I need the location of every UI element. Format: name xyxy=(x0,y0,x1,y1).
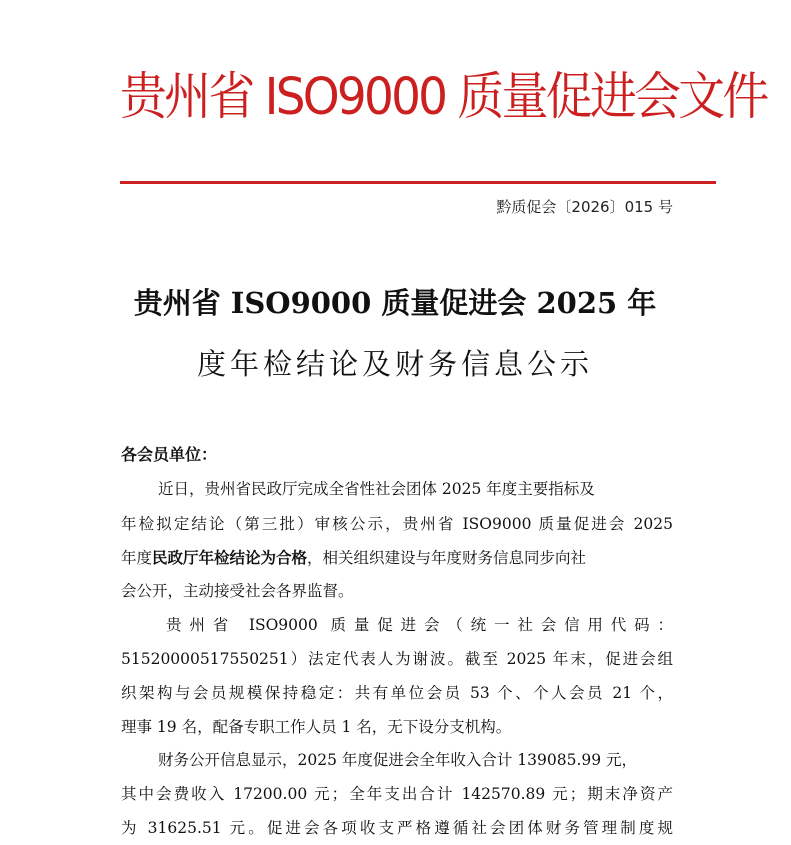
red-header-title: 贵州省 ISO9000 质量促进会文件 xyxy=(120,68,767,127)
salutation: 各会员单位： xyxy=(121,445,218,464)
red-header-divider xyxy=(120,181,716,184)
inspection-result-highlight: 民政厅年检结论为合格 xyxy=(152,548,308,567)
paragraph-1-line-3 xyxy=(121,547,673,569)
paragraph-1-line-3-start: 年度 xyxy=(121,549,153,567)
paragraph-1-line-2: 年检拟定结论（第三批）审核公示，贵州省 ISO9000 质量促进会 2025 xyxy=(121,515,673,533)
paragraph-1-line-1: 近日，贵州省民政厅完成全省性社会团体 2025 年度主要指标及 xyxy=(158,480,595,498)
paragraph-1-line-3-end: ，相关组织建设与年度财务信息同步向社 xyxy=(307,549,587,567)
document-title-line-1: 贵州省 ISO9000 质量促进会 2025 年 xyxy=(133,286,657,320)
paragraph-3-line-2: 其中会费收入 17200.00 元；全年支出合计 142570.89 元；期末净资产 xyxy=(121,785,673,803)
paragraph-2-line-2: 51520000517550251）法定代表人为谢波。截至 2025 年末，促进会组 xyxy=(121,650,673,668)
paragraph-3-line-1: 财务公开信息显示，2025 年度促进会全年收入合计 139085.99 元， xyxy=(158,751,638,769)
paragraph-1-line-4: 会公开，主动接受社会各界监督。 xyxy=(121,582,354,600)
paragraph-2-line-3: 织架构与会员规模保持稳定：共有单位会员 53 个、个人会员 21 个， xyxy=(121,684,673,702)
paragraph-2-line-1: 贵州省 ISO9000 质量促进会（统一社会信用代码： xyxy=(166,616,673,634)
document-title-line-2: 度年检结论及财务信息公示 xyxy=(196,347,593,381)
paragraph-3-line-3: 为 31625.51 元。促进会各项收支严格遵循社会团体财务管理制度规 xyxy=(121,819,673,837)
paragraph-2-line-4: 理事 19 名，配备专职工作人员 1 名，无下设分支机构。 xyxy=(121,718,512,736)
document-number: 黔质促会〔2026〕015 号 xyxy=(496,198,673,216)
